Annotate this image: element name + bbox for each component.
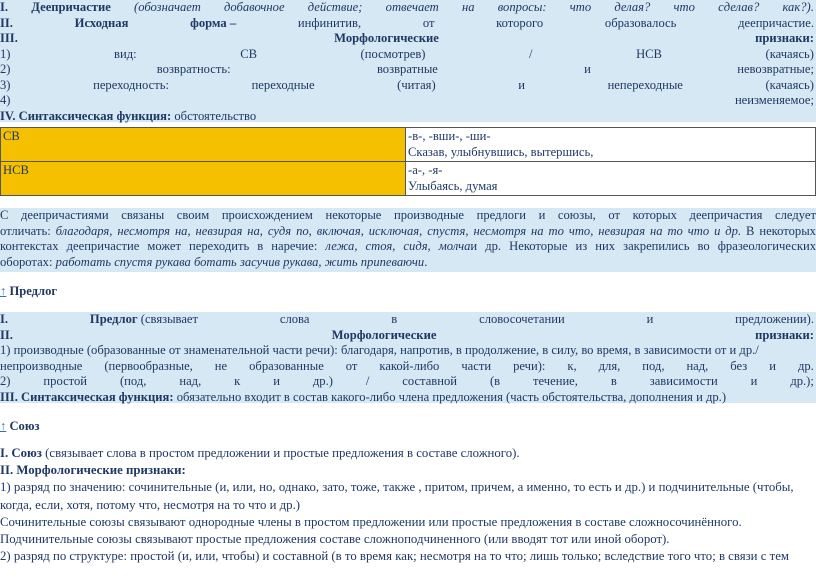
word: возвратность: [156, 62, 231, 76]
paragraph-line [0, 255, 816, 271]
text: В некоторых [746, 223, 816, 238]
conjunction-line-7: 2) разряд по структуре: простой (и, или, чтобы) и составной (в то время как; несмотря на то что; лишь только; вследствие того что; в связи с тем [0, 549, 789, 564]
participle-line-1 [0, 0, 816, 16]
word: переходные [251, 77, 315, 92]
conjunction-section [0, 445, 816, 565]
term-heading: Предлог [89, 312, 138, 326]
word: Исходная [74, 15, 129, 30]
definition: (связывает слова в простом предложении и простые предложения в составе сложного). [45, 446, 520, 460]
morph-heading: Морфологические [334, 31, 439, 45]
word: / [529, 46, 533, 61]
word: / [365, 374, 370, 388]
word: 1) [0, 46, 11, 61]
syntax-label: III. Синтаксическая функция: [0, 389, 174, 404]
word: от [422, 15, 435, 30]
table-cell-suffix [406, 128, 816, 162]
participle-line-5 [0, 62, 816, 78]
morph-heading-tail: признаки: [755, 327, 814, 342]
participle-line-4 [0, 47, 816, 63]
word: к [234, 374, 241, 388]
examples-text: Улыбаясь, думая [408, 178, 498, 193]
word: для, [598, 358, 621, 373]
word: вид: [114, 46, 137, 61]
conjunction-line-4: когда, если, хотя, потому что, несмотря на то что и др.) [0, 497, 301, 512]
up-arrow-link[interactable]: ↑ [0, 284, 7, 298]
word: деепричастие. [738, 15, 814, 30]
table-row [1, 128, 816, 162]
participle-line-6 [0, 78, 816, 94]
examples: благодаря, несмотря на, невзирая на, судя по, включая, исключая, спустя, несмотря на то что, невзирая на то что и др. [55, 223, 742, 238]
word: отвечает [385, 0, 439, 14]
word: речи): [513, 358, 546, 373]
paragraph-line [0, 239, 816, 255]
word: др.); [790, 374, 814, 388]
word: и [646, 312, 654, 326]
preposition-section [0, 312, 816, 403]
word: вопросы: [497, 0, 547, 14]
word: и [584, 62, 591, 76]
word: 3) [0, 77, 11, 92]
word: форма – [190, 15, 237, 30]
word: на [461, 0, 475, 14]
word: простой [43, 374, 88, 388]
word: без [730, 358, 748, 373]
morph-heading: Морфологические [331, 327, 437, 342]
word: слова [279, 312, 310, 326]
word: делая? [614, 0, 651, 14]
table-cell-suffix [406, 162, 816, 196]
word: (качаясь) [765, 46, 814, 61]
word: (первообразные, [104, 358, 193, 373]
suffix-text: -а-, -я- [408, 163, 443, 177]
origin-paragraph [0, 208, 816, 272]
syntax-value: обстоятельство [174, 108, 257, 123]
word: СВ [240, 46, 257, 61]
preposition-line-4 [0, 359, 816, 375]
word: (под, [119, 374, 147, 388]
word: (читая) [397, 77, 436, 92]
word: составной [402, 374, 458, 388]
table-row [1, 162, 816, 196]
word: действие; [307, 0, 363, 14]
word: какой-либо [379, 358, 440, 373]
word: НСВ [636, 46, 662, 61]
term-heading: I. Союз [0, 446, 42, 460]
preposition-line-3: 1) производные (образованные от знаменательной части речи): благодаря, напротив, в продолжение, в силу, во время, в зависимости от и др./ [0, 343, 759, 357]
word: которого [496, 15, 544, 30]
word: 2) [0, 62, 11, 76]
word: над, [179, 374, 202, 388]
preposition-line-1 [0, 312, 816, 328]
roman-numeral: I. [0, 312, 9, 326]
term-heading: Деепричастие [31, 0, 111, 14]
word: добавочное [224, 0, 285, 14]
preposition-line-6 [0, 390, 816, 406]
word: 4) [0, 93, 11, 107]
conjunction-line-3: 1) разряд по значению: сочинительные (и, или, но, однако, зато, тоже, также , притом, причем, а именно, то есть и др.) и подчинительные (чтобы, [0, 480, 794, 495]
word: непроизводные [0, 358, 83, 373]
word: сделав? [718, 0, 760, 14]
word: переходность: [93, 77, 169, 92]
word: от [345, 358, 358, 373]
syntax-label: IV. Синтаксическая функция: [0, 108, 172, 123]
text: оборотах: [0, 254, 53, 269]
word: к, [567, 358, 577, 373]
word: как?). [782, 0, 814, 14]
word: инфинитив, [297, 15, 362, 30]
word: и [750, 374, 758, 388]
heading-title: Союз [9, 419, 40, 433]
word: части [461, 358, 492, 373]
paragraph-line [0, 224, 816, 240]
word: что [673, 0, 695, 14]
word: 2) [0, 374, 11, 388]
table-cell-aspect: НСВ [1, 162, 406, 196]
text: контекстах деепричастие может переходить в наречие: [0, 239, 318, 253]
text: . [424, 254, 428, 269]
word: непереходные [607, 77, 683, 92]
word: образованные [249, 358, 324, 373]
conjunction-line-1 [0, 445, 816, 462]
word: и [273, 374, 280, 388]
word: образовалось [604, 15, 677, 30]
preposition-heading [0, 284, 57, 299]
word: течение, [533, 374, 578, 388]
table-cell-aspect: СВ [1, 128, 406, 162]
word: и [518, 77, 525, 92]
examples: работать спустя рукава ботать засучив рукава, жить припеваючи [55, 254, 425, 269]
word: что [569, 0, 592, 14]
word: предложении). [735, 312, 814, 326]
word: (качаясь) [765, 77, 814, 92]
conjunction-line-5: Сочинительные союзы связывают однородные члены в простом предложении или простые предложения в составе сложносочинённого. [0, 514, 742, 529]
roman-numeral: I. [0, 0, 9, 14]
preposition-line-5 [0, 374, 816, 390]
examples-text: Сказав, улыбнувшись, вытершись, [408, 144, 594, 159]
participle-line-2 [0, 16, 816, 32]
roman-numeral: III. [0, 31, 18, 45]
conjunction-heading [0, 419, 40, 434]
morph-heading: II. Морфологические признаки: [0, 463, 186, 478]
preposition-line-2 [0, 328, 816, 344]
word: не [214, 358, 228, 373]
text: отличать: [0, 223, 51, 238]
word: (обозначает [134, 0, 201, 14]
word: неизменяемое; [734, 93, 814, 107]
syntax-value: обязательно входит в состав какого-либо члена предложения (часть обстоятельства, дополнения и др.) [176, 389, 727, 404]
paragraph-line: С деепричастиями связаны своим происхождением некоторые производные предлоги и союзы, от которых деепричастия следует [0, 208, 816, 222]
suffix-table [0, 127, 816, 196]
roman-numeral: II. [0, 327, 13, 342]
suffix-text: -в-, -вши-, -ши- [408, 129, 491, 143]
conjunction-line-2 [0, 462, 816, 479]
word: в [610, 374, 617, 388]
participle-section [0, 0, 816, 122]
conjunction-line-6: Подчинительные союзы связывают простые предложения составе сложноподчиненного (или вводят тот или иной оборот). [0, 531, 670, 546]
word: др. [797, 358, 814, 373]
up-arrow-link[interactable]: ↑ [0, 419, 7, 433]
participle-line-8 [0, 109, 816, 125]
word: возвратные [376, 62, 438, 76]
word: др.) [312, 374, 333, 388]
word: (в [489, 374, 501, 388]
participle-line-3 [0, 31, 816, 47]
heading-title: Предлог [9, 284, 58, 298]
word: (связывает [140, 312, 199, 326]
examples: лежа, стоя, сидя, молча [325, 239, 471, 253]
participle-line-7 [0, 93, 816, 109]
word: над, [686, 358, 709, 373]
word: зависимости [649, 374, 718, 388]
word: (посмотрев) [360, 46, 426, 61]
morph-heading-tail: признаки: [755, 31, 814, 45]
word: под, [642, 358, 665, 373]
word: и [769, 358, 776, 373]
word: в [391, 312, 398, 326]
word: невозвратные; [737, 62, 814, 76]
roman-numeral: II. [0, 15, 13, 30]
text: и др. Некоторые из них закрепились во фразеологических [470, 239, 816, 253]
word: словосочетании [479, 312, 565, 326]
